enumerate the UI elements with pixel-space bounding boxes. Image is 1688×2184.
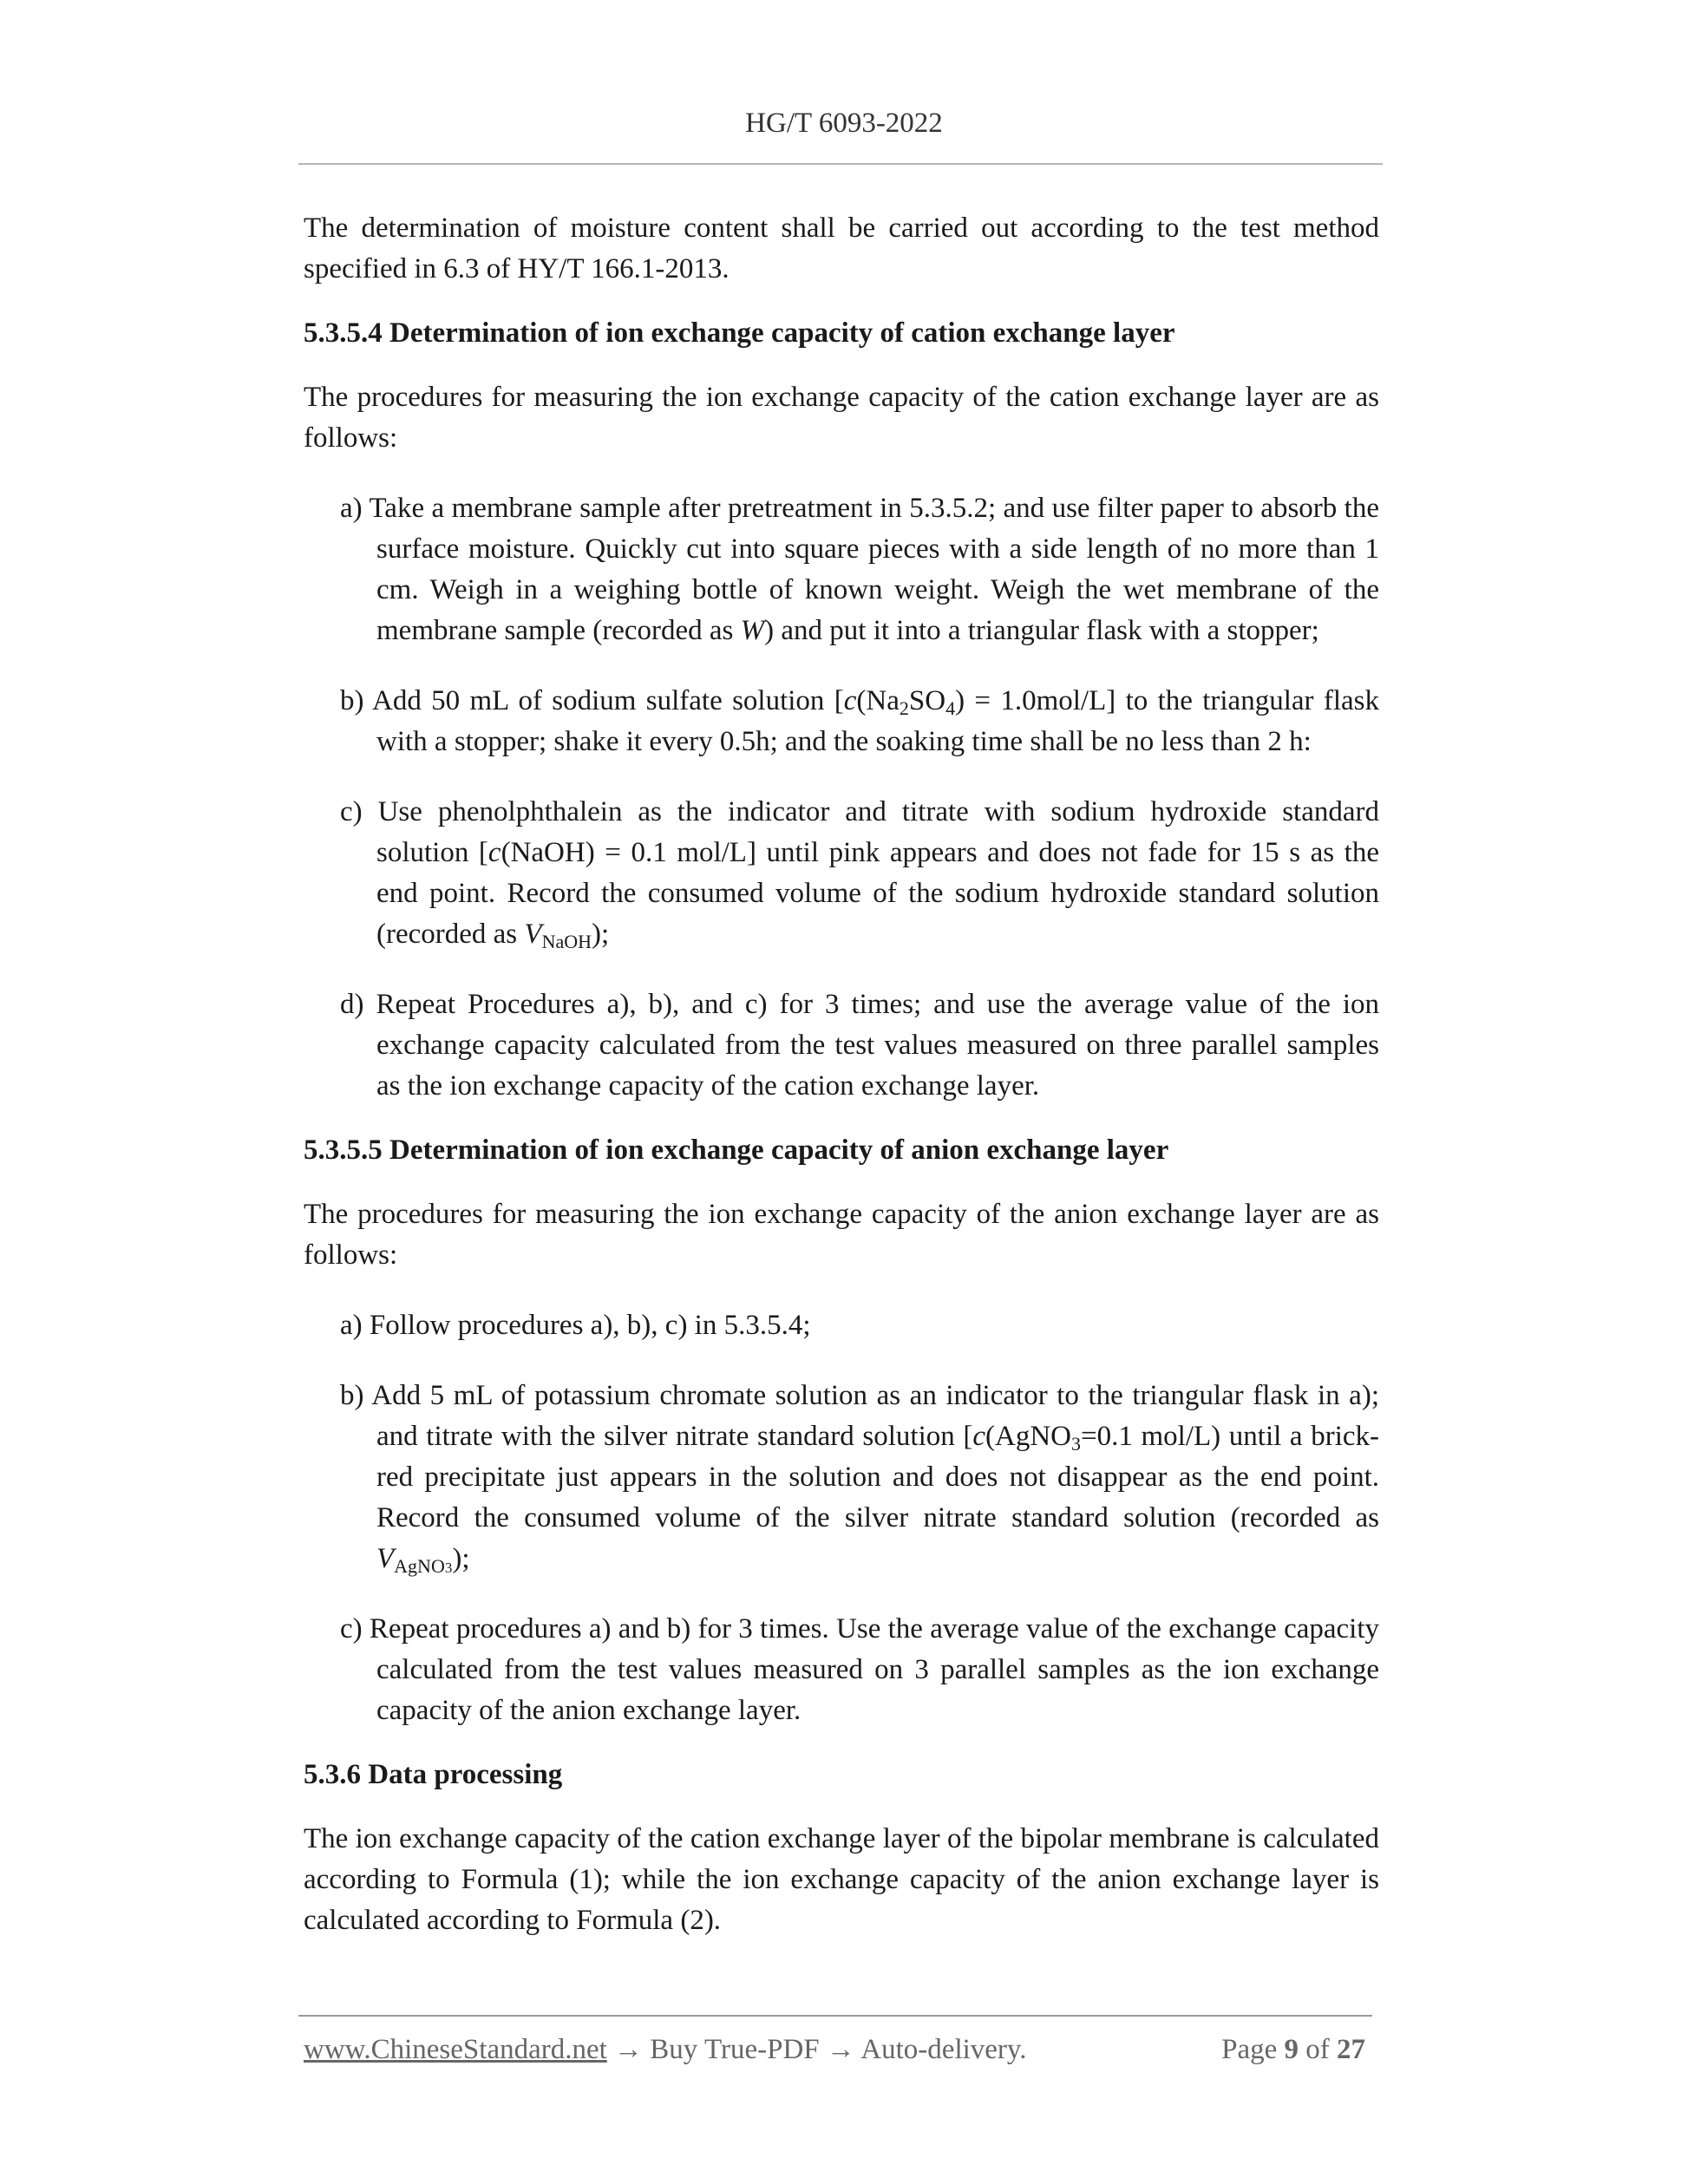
page-content xyxy=(304,208,1379,1941)
footer-divider xyxy=(298,2015,1372,2017)
section-heading-5-3-6: 5.3.6 Data processing xyxy=(304,1759,563,1790)
anion-step-a: a) Follow procedures a), b), c) in 5.3.5.4; xyxy=(340,1310,811,1341)
footer-promo: www.ChineseStandard.net → Buy True-PDF → Auto-delivery. xyxy=(304,2034,1027,2065)
cation-step-d: d) Repeat Procedures a), b), and c) for 3 times; and use the average value of the ion exchange capacity calculated from the test values measured on three parallel samples as the ion exchange capacity of the cation exchange layer. xyxy=(340,989,1379,1102)
anion-intro-paragraph: The procedures for measuring the ion exchange capacity of the anion exchange layer are as follows: xyxy=(304,1199,1379,1271)
cation-step-c: c) Use phenolphthalein as the indicator and titrate with sodium hydroxide standard solution [c(NaOH) = 0.1 mol/L] until pink appears and does not fade for 15 s as the end point. Record the consumed volume of the sodium hydroxide standard solution (recorded as $V_{NaOH}$); xyxy=(340,796,1379,952)
data-processing-paragraph: The ion exchange capacity of the cation exchange layer of the bipolar membrane is calculated according to Formula (1); while the ion exchange capacity of the anion exchange layer is calculated according to Formula (2). xyxy=(304,1823,1379,1936)
section-heading-5-3-5-4: 5.3.5.4 Determination of ion exchange capacity of cation exchange layer xyxy=(304,317,1175,349)
document-id-header: HG/T 6093-2022 xyxy=(745,108,943,139)
cation-step-a: a) Take a membrane sample after pretreatment in 5.3.5.2; and use filter paper to absorb the surface moisture. Quickly cut into square pieces with a side length of no more than 1 cm. Weigh in a weighing bottle of known weight. Weigh the wet membrane of the membrane sample (recorded as W) and put it into a triangular flask with a stopper; xyxy=(340,493,1379,646)
page-number: Page 9 of 27 xyxy=(1221,2034,1365,2065)
moisture-paragraph: The determination of moisture content shall be carried out according to the test method specified in 6.3 of HY/T 166.1-2013. xyxy=(304,213,1379,284)
cation-step-b: b) Add 50 mL of sodium sulfate solution $[c(Na_2SO_4) = 1.0mol/L]$ to the triangular flask with a stopper; shake it every 0.5h; and the soaking time shall be no less than 2 h: xyxy=(340,685,1379,757)
anion-step-c: c) Repeat procedures a) and b) for 3 times. Use the average value of the exchange capacity calculated from the test values measured on 3 parallel samples as the ion exchange capacity of the anion exchange layer. xyxy=(340,1613,1379,1726)
cation-intro-paragraph: The procedures for measuring the ion exchange capacity of the cation exchange layer are as follows: xyxy=(304,382,1379,454)
header-divider xyxy=(298,163,1383,165)
chinesestandard-link[interactable]: www.ChineseStandard.net xyxy=(304,2034,607,2065)
anion-step-b: b) Add 5 mL of potassium chromate solution as an indicator to the triangular flask in a); and titrate with the silver nitrate standard solution [c(AgNO$_3$=0.1 mol/L) until a brick-red precipitate just appears in the solution and does not disappear as the end point. Record the consumed volume of the silver nitrate standard solution (recorded as $V_{AgNO3}$); xyxy=(340,1380,1379,1577)
section-heading-5-3-5-5: 5.3.5.5 Determination of ion exchange capacity of anion exchange layer xyxy=(304,1135,1169,1166)
